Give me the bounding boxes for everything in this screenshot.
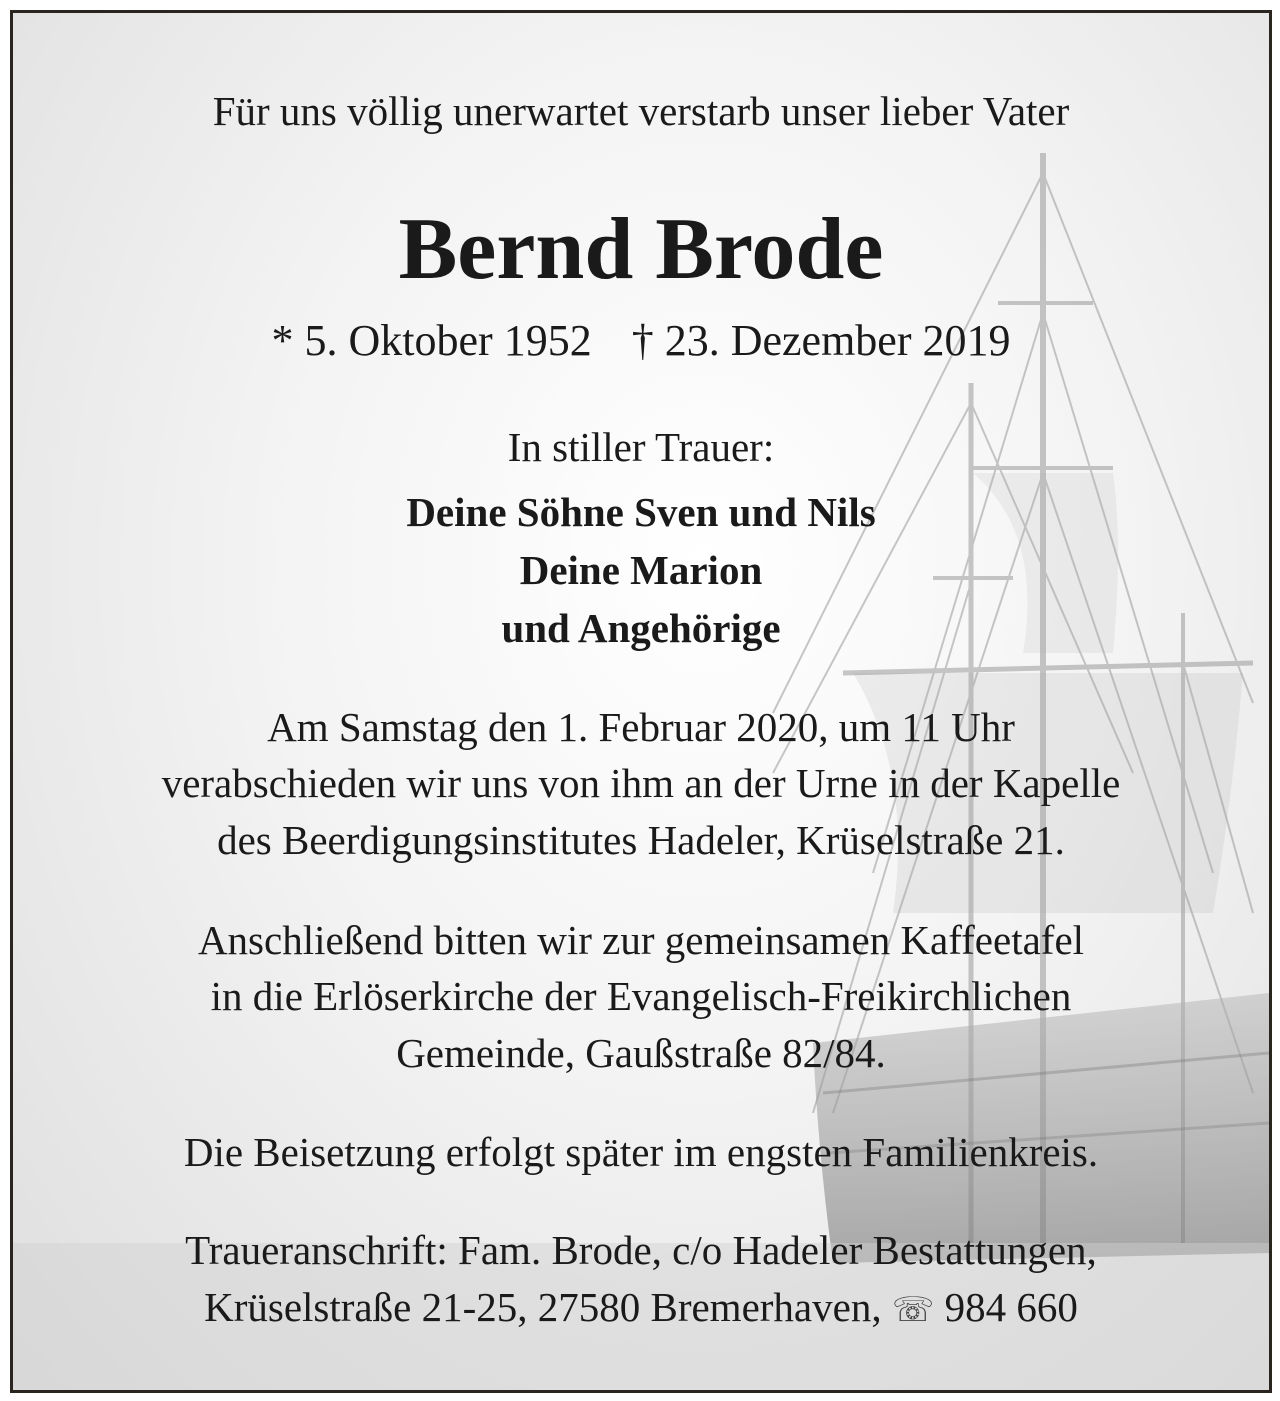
mourner-line: Deine Söhne Sven und Nils: [406, 489, 876, 535]
phone-icon: ☏: [891, 1290, 935, 1330]
address-line: Traueranschrift: Fam. Brode, c/o Hadeler Bestattungen,: [185, 1227, 1097, 1273]
burial-text: Die Beisetzung erfolgt später im engsten Familienkreis.: [183, 1129, 1099, 1175]
death-date: † 23. Dezember 2019: [631, 316, 1011, 365]
ceremony-line: verabschieden wir uns von ihm an der Urne in der Kapelle: [161, 760, 1121, 806]
ceremony-line: des Beerdigungsinstitutes Hadeler, Krüselstraße 21.: [217, 817, 1065, 863]
reception-line: Anschließend bitten wir zur gemeinsamen Kaffeetafel: [197, 917, 1085, 963]
address-street: Krüselstraße 21-25, 27580 Bremerhaven,: [204, 1284, 882, 1330]
reception-line: in die Erlöserkirche der Evangelisch-Freikirchlichen: [210, 973, 1072, 1019]
phone-number: 984 660: [944, 1284, 1078, 1330]
mourner-line: und Angehörige: [501, 605, 781, 651]
address-line: [13, 1283, 1269, 1331]
obituary-frame: [10, 10, 1272, 1393]
life-dates: [13, 315, 1269, 366]
intro-text: Für uns völlig unerwartet verstarb unser lieber Vater: [212, 88, 1070, 134]
reception-line: Gemeinde, Gaußstraße 82/84.: [396, 1030, 886, 1076]
birth-date: * 5. Oktober 1952: [271, 316, 592, 365]
ceremony-line: Am Samstag den 1. Februar 2020, um 11 Uhr: [267, 704, 1015, 750]
deceased-name: Bernd Brode: [398, 201, 884, 298]
mourner-line: Deine Marion: [519, 547, 763, 593]
mourning-label: In stiller Trauer:: [507, 424, 775, 470]
obituary-text: [13, 13, 1269, 1390]
